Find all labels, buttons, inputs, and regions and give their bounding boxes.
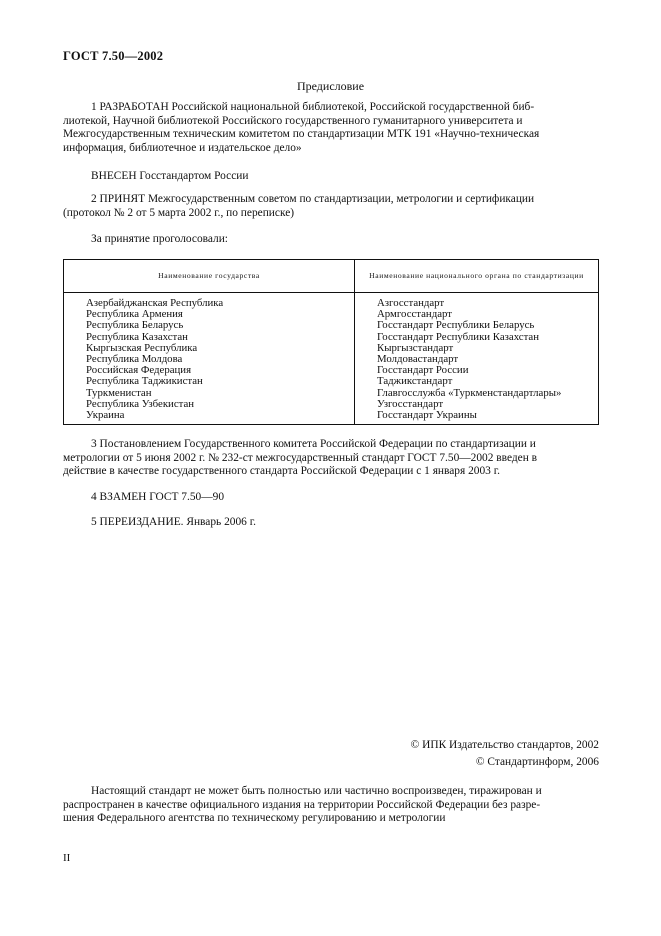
state-name: Республика Армения: [86, 308, 183, 321]
column-header-state: Наименование государства: [64, 260, 355, 293]
paragraph-line: действие в качестве государственного стандарта Российской Федерации с 1 января 2003 г.: [63, 465, 500, 478]
standards-body-name: Таджикстандарт: [377, 375, 453, 388]
column-header-standards-body: Наименование национального органа по стандартизации: [355, 260, 599, 293]
voting-states-table: [63, 259, 599, 425]
section-title: Предисловие: [296, 79, 365, 93]
state-name: Республика Беларусь: [86, 319, 184, 332]
standards-body-name: Азгосстандарт: [377, 297, 445, 309]
state-name: Республика Таджикистан: [86, 375, 203, 388]
paragraph-line: (протокол № 2 от 5 марта 2002 г., по переписке): [63, 206, 295, 219]
standards-body-name: Госстандарт Украины: [377, 408, 477, 421]
state-name: Азербайджанская Республика: [86, 297, 224, 309]
state-name: Республика Казахстан: [86, 330, 188, 343]
paragraph-line: распространен в качестве официального издания на территории Российской Федерации без разре-: [63, 798, 541, 811]
document-code-header: ГОСТ 7.50—2002: [63, 49, 164, 63]
state-name: Украина: [86, 408, 125, 421]
paragraph-line: лиотекой, Научной библиотекой Российского государственного гуманитарного университета и: [63, 114, 523, 127]
paragraph-line: Межгосударственным техническим комитетом по стандартизации МТК 191 «Научно-техническая: [63, 128, 540, 141]
paragraph-resolution: [63, 438, 599, 479]
state-name: Республика Молдова: [86, 352, 183, 365]
paragraph-line: информация, библиотечное и издательское дело»: [63, 141, 302, 154]
paragraph-developed-by: [63, 101, 599, 155]
standards-body-name: Узгосстандарт: [377, 397, 444, 410]
copyright-line: © ИПК Издательство стандартов, 2002: [410, 739, 599, 751]
standards-body-name: Кыргызстандарт: [377, 341, 454, 354]
standards-body-name: Госстандарт Республики Казахстан: [377, 330, 539, 343]
standards-body-name: Госстандарт Республики Беларусь: [377, 319, 535, 332]
paragraph-line: шения Федерального агентства по техническому регулированию и метрологии: [63, 812, 446, 825]
paragraph-introduced-by: ВНЕСЕН Госстандартом России: [91, 170, 249, 182]
standards-body-name: Госстандарт России: [377, 364, 469, 377]
reproduction-notice: [63, 785, 599, 826]
paragraph-line: метрологии от 5 июня 2002 г. № 232-ст межгосударственный стандарт ГОСТ 7.50—2002 введен в: [63, 451, 538, 464]
paragraph-replaces: 4 ВЗАМЕН ГОСТ 7.50—90: [91, 491, 225, 503]
state-name: Республика Узбекистан: [86, 397, 195, 410]
state-name: Российская Федерация: [86, 364, 192, 377]
page-number: II: [63, 852, 71, 864]
paragraph-voted-for: За принятие проголосовали:: [91, 233, 228, 245]
paragraph-line: 2 ПРИНЯТ Межгосударственным советом по стандартизации, метрологии и сертификации: [91, 193, 535, 205]
paragraph-adopted: [63, 193, 599, 220]
standards-bodies-column: [355, 293, 599, 425]
paragraph-reissue: 5 ПЕРЕИЗДАНИЕ. Январь 2006 г.: [91, 516, 256, 528]
states-column: [64, 293, 355, 425]
state-name: Туркменистан: [86, 386, 152, 399]
standards-body-name: Главгосслужба «Туркменстандартлары»: [377, 386, 562, 399]
paragraph-line: 1 РАЗРАБОТАН Российской национальной библиотекой, Российской государственной биб-: [91, 101, 535, 113]
standards-body-name: Армгосстандарт: [377, 308, 452, 321]
standards-body-name: Молдовастандарт: [377, 352, 459, 365]
paragraph-line: 3 Постановлением Государственного комитета Российской Федерации по стандартизации и: [91, 438, 536, 450]
paragraph-line: Настоящий стандарт не может быть полностью или частично воспроизведен, тиражирован и: [91, 785, 542, 797]
state-name: Кыргызская Республика: [86, 341, 198, 354]
copyright-line: © Стандартинформ, 2006: [475, 756, 599, 768]
